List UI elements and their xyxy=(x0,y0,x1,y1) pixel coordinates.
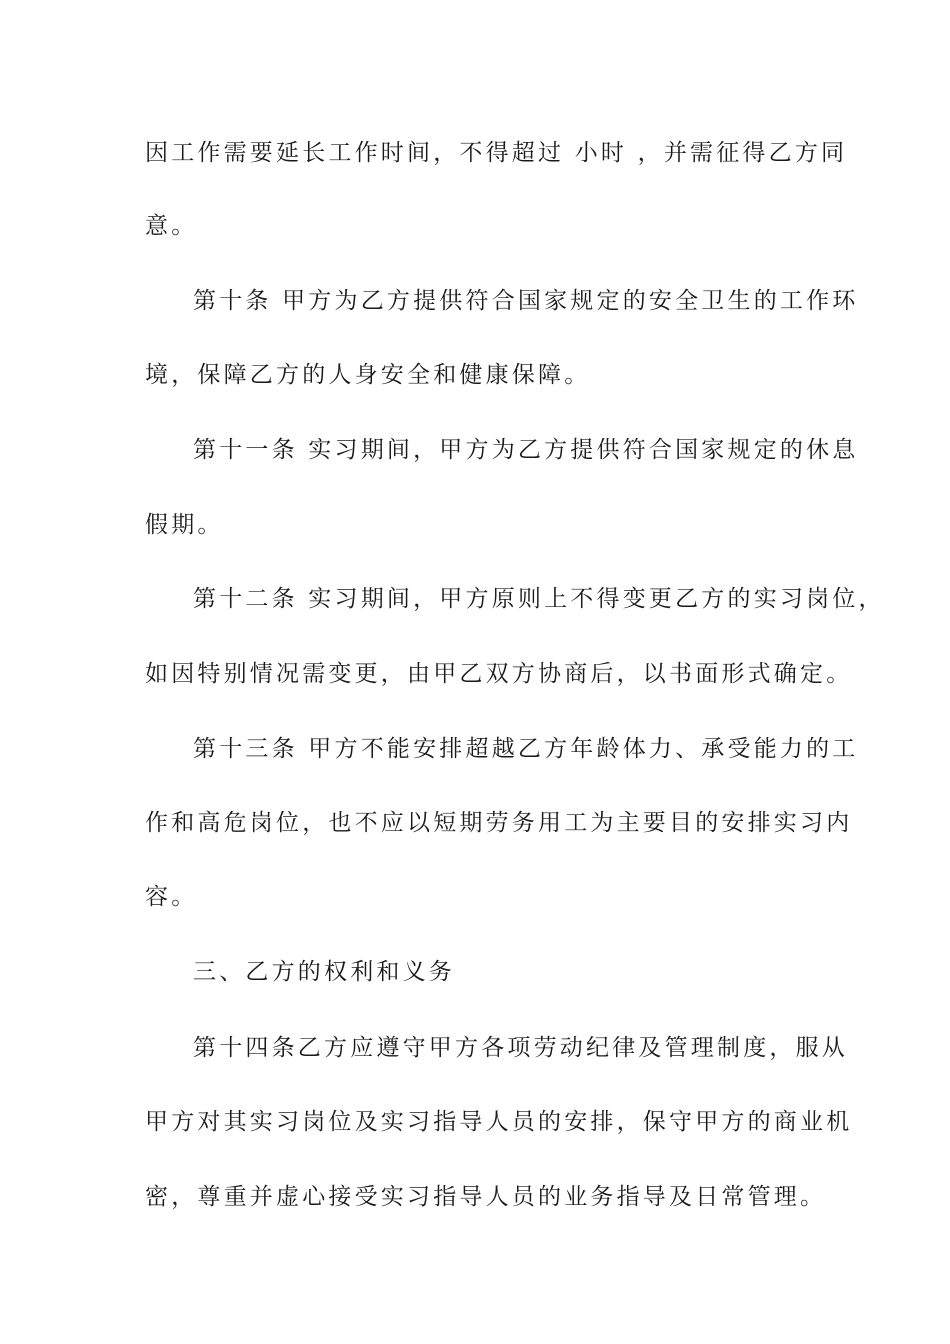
article-12-line-2: 如因特别情况需变更，由甲乙双方协商后，以书面形式确定。 xyxy=(145,661,853,687)
paragraph-continuation-line-1: 因工作需要延长工作时间，不得超过 小时 ，并需征得乙方同 xyxy=(145,140,848,166)
article-12-line-1: 第十二条 实习期间，甲方原则上不得变更乙方的实习岗位， xyxy=(193,586,885,612)
article-14-line-2: 甲方对其实习岗位及实习指导人员的安排，保守甲方的商业机 xyxy=(145,1109,853,1135)
article-14-line-3: 密，尊重并虚心接受实习指导人员的业务指导及日常管理。 xyxy=(145,1184,827,1210)
article-11-line-1: 第十一条 实习期间，甲方为乙方提供符合国家规定的休息 xyxy=(193,437,859,463)
paragraph-continuation-line-2: 意。 xyxy=(145,213,198,239)
article-10-line-1: 第十条 甲方为乙方提供符合国家规定的安全卫生的工作环 xyxy=(193,288,859,314)
article-13-line-3: 容。 xyxy=(145,884,198,910)
article-11-line-2: 假期。 xyxy=(145,512,224,538)
article-13-line-2: 作和高危岗位，也不应以短期劳务用工为主要目的安排实习内 xyxy=(145,810,853,836)
article-10-line-2: 境，保障乙方的人身安全和健康保障。 xyxy=(145,362,591,388)
section-3-heading: 三、乙方的权利和义务 xyxy=(193,959,455,985)
article-14-line-1: 第十四条乙方应遵守甲方各项劳动纪律及管理制度，服从 xyxy=(193,1035,848,1061)
article-13-line-1: 第十三条 甲方不能安排超越乙方年龄体力、承受能力的工 xyxy=(193,736,859,762)
